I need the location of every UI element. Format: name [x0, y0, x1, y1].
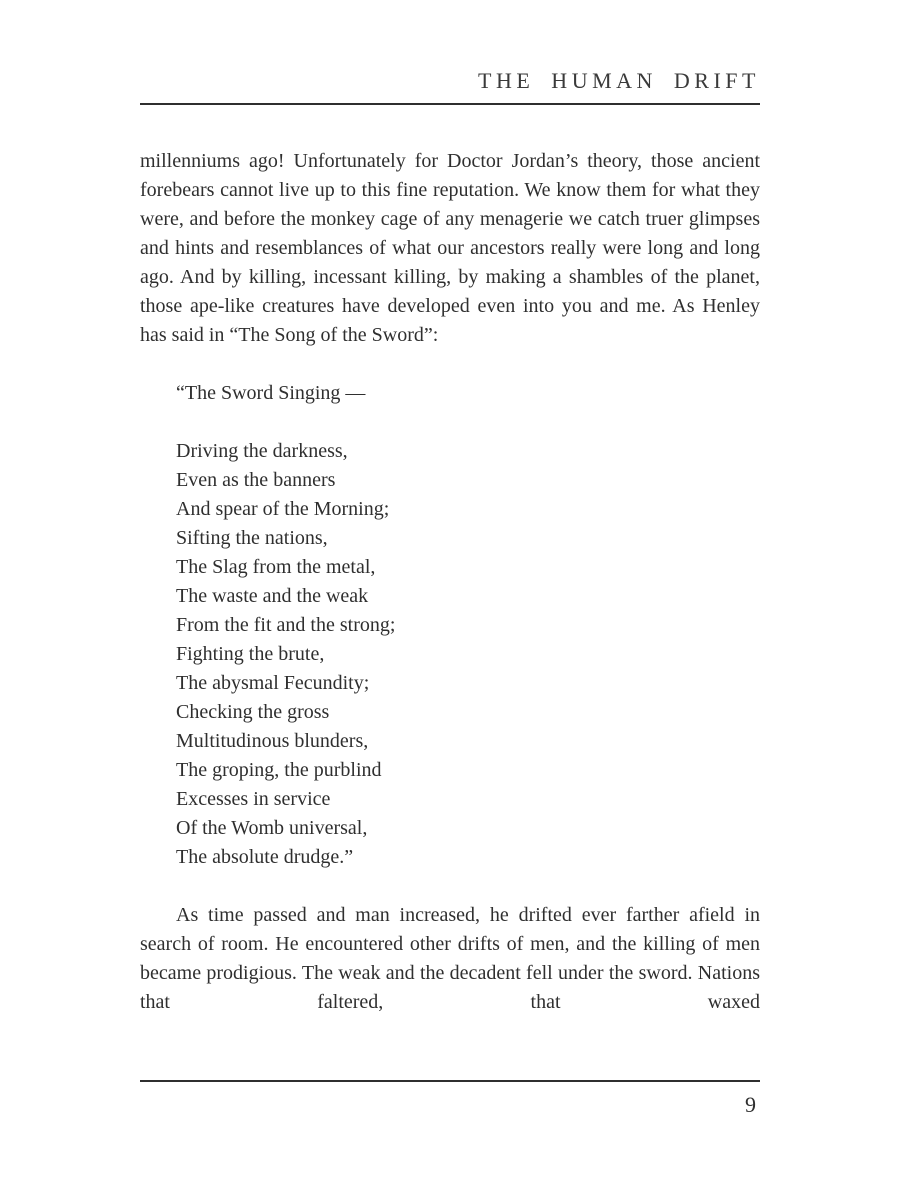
poem-line: From the fit and the strong;	[176, 614, 396, 636]
poem-line: Fighting the brute,	[176, 643, 325, 665]
poem-block	[140, 379, 760, 872]
poem-line: Even as the banners	[176, 469, 336, 491]
page-header	[140, 68, 760, 105]
poem-line: The Slag from the metal,	[176, 556, 376, 578]
poem-line: And spear of the Morning;	[176, 498, 390, 520]
stanza-break	[176, 408, 760, 437]
poem-line: Of the Womb universal,	[176, 817, 368, 839]
poem-line: The abysmal Fecundity;	[176, 672, 370, 694]
poem-line: Checking the gross	[176, 701, 330, 723]
poem-line: Driving the darkness,	[176, 440, 348, 462]
page-content	[140, 68, 760, 1017]
footer-rule	[140, 1080, 760, 1082]
poem-line: The absolute drudge.”	[176, 846, 354, 868]
poem-line: “The Sword Singing —	[176, 382, 366, 404]
body-paragraph: As time passed and man increased, he drifted ever farther afield in search of room. He encountered other drifts of men, and the killing of men became prodigious. The weak and the decadent fell under the sword. Nations that faltered, that waxed	[140, 904, 760, 1013]
running-head-title: THE HUMAN DRIFT	[478, 68, 760, 93]
poem-line: Excesses in service	[176, 788, 331, 810]
page-number: 9	[745, 1092, 756, 1117]
page-footer	[140, 1080, 760, 1118]
page-body	[140, 147, 760, 1017]
poem-line: Sifting the nations,	[176, 527, 328, 549]
poem-line: The waste and the weak	[176, 585, 369, 607]
poem-line: Multitudinous blunders,	[176, 730, 369, 752]
poem-line: The groping, the purblind	[176, 759, 382, 781]
body-paragraph: millenniums ago! Unfortunately for Doctor Jordan’s theory, those ancient forebears cannot live up to this fine reputation. We know them for what they were, and before the monkey cage of any menagerie we catch truer glimpses and hints and resemblances of what our ancestors really were long and long ago. And by killing, incessant killing, by making a shambles of the planet, those ape-like creatures have developed even into you and me. As Henley has said in “The Song of the Sword”:	[140, 150, 760, 346]
